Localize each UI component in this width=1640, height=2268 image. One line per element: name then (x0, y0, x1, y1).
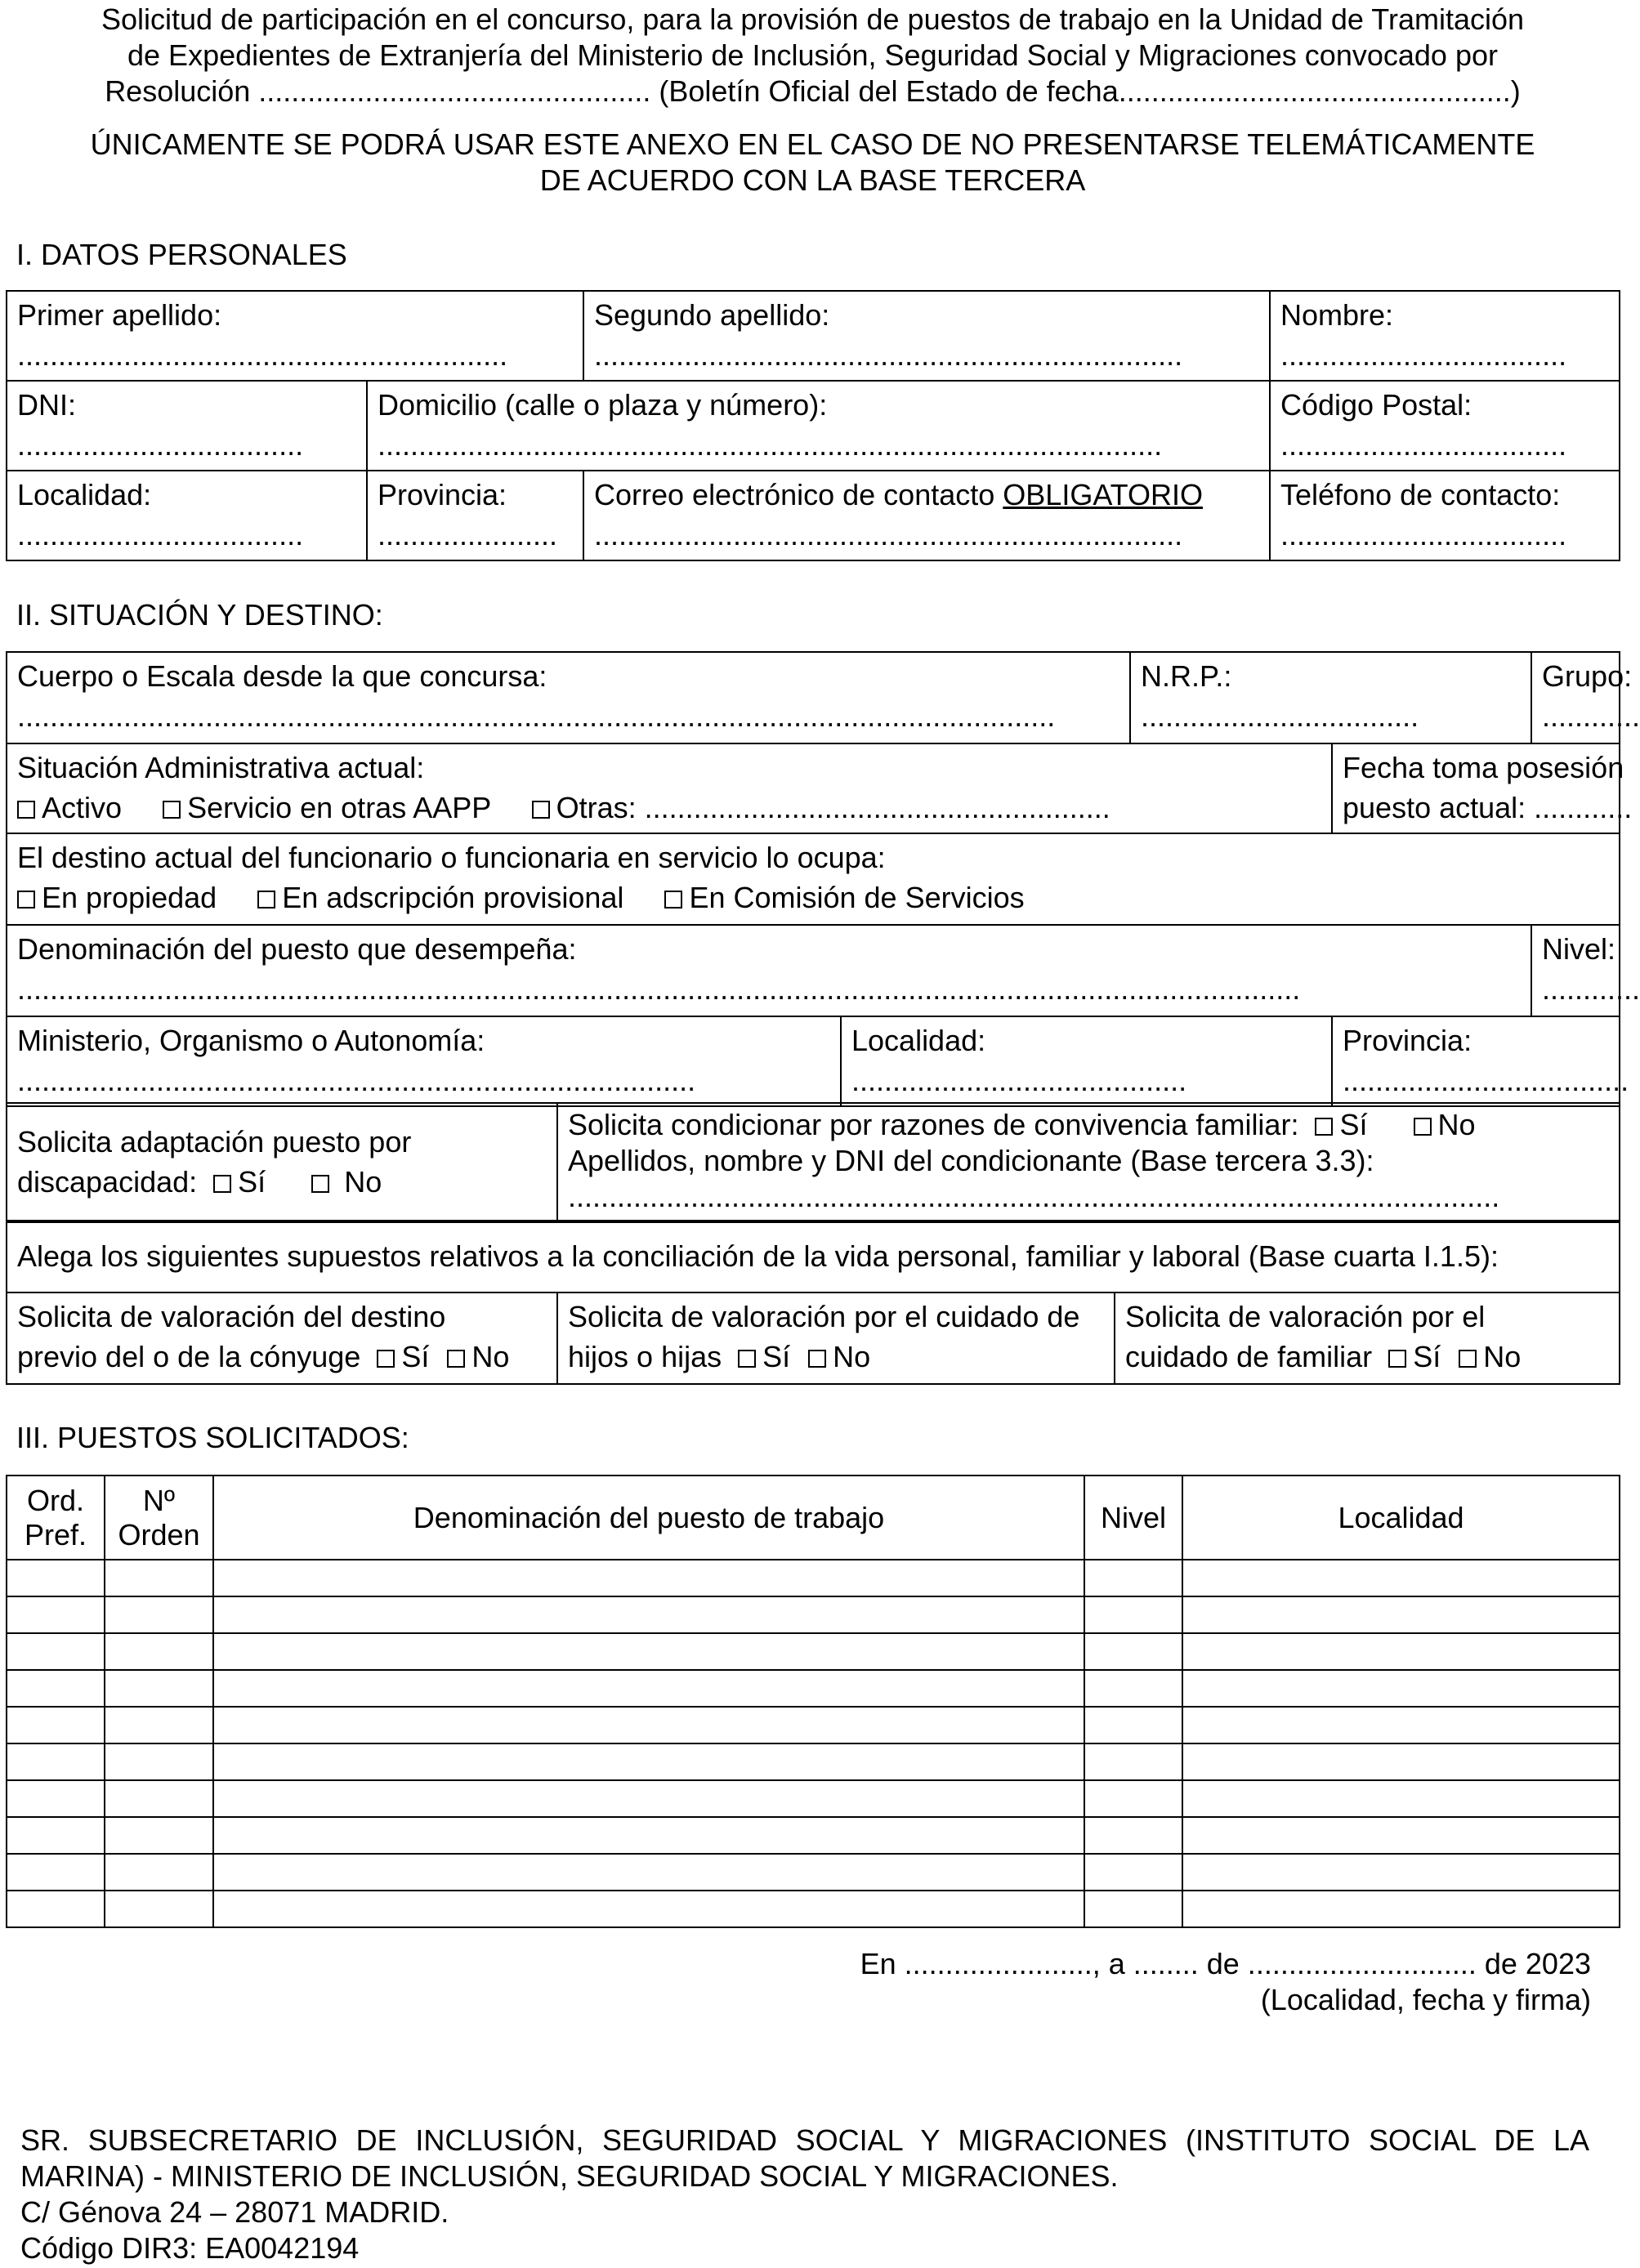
cell-num-orden[interactable] (105, 1817, 213, 1854)
cell-localidad[interactable] (1182, 1780, 1620, 1817)
cell-ord-pref[interactable] (7, 1743, 105, 1780)
notice-line: DE ACUERDO CON LA BASE TERCERA (539, 163, 1086, 197)
addressee-address: C/ Génova 24 – 28071 MADRID. (20, 2195, 449, 2229)
checkbox-adaptacion-no[interactable] (311, 1175, 329, 1193)
fecha-toma-posesion-field[interactable]: Fecha toma posesión puesto actual: ............ (1332, 743, 1620, 833)
addressee-line: MARINA) - MINISTERIO DE INCLUSIÓN, SEGURIDAD SOCIAL Y MIGRACIONES. (20, 2159, 1119, 2193)
table-row (7, 1891, 1620, 1927)
col-nivel: Nivel (1084, 1476, 1182, 1560)
domicilio-field[interactable]: Domicilio (calle o plaza y número): ................................................................................................ (367, 381, 1270, 471)
obligatorio-label: OBLIGATORIO (1003, 478, 1204, 511)
table-row (7, 1743, 1620, 1780)
signature-line: En ......................., a ........ de ............................ de 2023 (860, 1947, 1591, 1980)
cell-num-orden[interactable] (105, 1780, 213, 1817)
cell-ord-pref[interactable] (7, 1596, 105, 1633)
puestos-table (6, 1475, 1620, 1928)
cell-nivel[interactable] (1084, 1817, 1182, 1854)
col-ord-pref: Ord. Pref. (7, 1476, 105, 1560)
cell-num-orden[interactable] (105, 1891, 213, 1927)
condicionar-field: Solicita condicionar por razones de convivencia familiar: Sí No Apellidos, nombre y DNI del condicionante (Base tercera 3.3): .................................................................................................................. (557, 1103, 1620, 1222)
cell-ord-pref[interactable] (7, 1780, 105, 1817)
telefono-field[interactable]: Teléfono de contacto: ................................... (1270, 471, 1620, 560)
cell-ord-pref[interactable] (7, 1633, 105, 1670)
addressee-line: SR. SUBSECRETARIO DE INCLUSIÓN, SEGURIDAD SOCIAL Y MIGRACIONES (INSTITUTO SOCIAL DE LA (20, 2123, 1589, 2157)
cell-ord-pref[interactable] (7, 1560, 105, 1596)
checkbox-condicionar-no[interactable] (1414, 1118, 1432, 1136)
checkbox-propiedad[interactable] (17, 891, 35, 909)
valoracion-familiar-field: Solicita de valoración por el cuidado de familiar Sí No (1115, 1292, 1620, 1384)
table-row (7, 1780, 1620, 1817)
cell-denominacion[interactable] (213, 1854, 1084, 1891)
checkbox-familiar-si[interactable] (1388, 1350, 1406, 1368)
checkbox-condicionar-si[interactable] (1315, 1118, 1333, 1136)
cell-denominacion[interactable] (213, 1707, 1084, 1743)
table-row (7, 1633, 1620, 1670)
cell-num-orden[interactable] (105, 1633, 213, 1670)
table-row (7, 1817, 1620, 1854)
primer-apellido-field[interactable]: Primer apellido: ............................................................ (7, 291, 583, 381)
cell-denominacion[interactable] (213, 1633, 1084, 1670)
conciliacion-intro: Alega los siguientes supuestos relativos a la conciliación de la vida personal, familiar y laboral (Base cuarta I.1.5): (7, 1221, 1620, 1292)
cell-localidad[interactable] (1182, 1633, 1620, 1670)
cell-ord-pref[interactable] (7, 1854, 105, 1891)
cell-num-orden[interactable] (105, 1560, 213, 1596)
checkbox-hijos-no[interactable] (808, 1350, 826, 1368)
cell-nivel[interactable] (1084, 1560, 1182, 1596)
cell-nivel[interactable] (1084, 1670, 1182, 1707)
cell-denominacion[interactable] (213, 1596, 1084, 1633)
notice-line: ÚNICAMENTE SE PODRÁ USAR ESTE ANEXO EN EL CASO DE NO PRESENTARSE TELEMÁTICAMENTE (90, 127, 1535, 161)
grupo-field[interactable]: Grupo: ............ (1531, 652, 1620, 743)
nrp-field[interactable]: N.R.P.: .................................. (1130, 652, 1531, 743)
table-row (7, 1560, 1620, 1596)
cell-denominacion[interactable] (213, 1780, 1084, 1817)
section-title-puestos: III. PUESTOS SOLICITADOS: (16, 1421, 409, 1454)
destino-actual-field: El destino actual del funcionario o funcionaria en servicio lo ocupa: En propiedad En adscripción provisional En Comisión de Servicios (7, 833, 1620, 925)
conciliacion-table (6, 1220, 1620, 1385)
cell-num-orden[interactable] (105, 1743, 213, 1780)
checkbox-otras[interactable] (532, 801, 550, 819)
section-title-personal: I. DATOS PERSONALES (16, 238, 347, 271)
checkbox-conyuge-si[interactable] (377, 1350, 395, 1368)
cell-localidad[interactable] (1182, 1817, 1620, 1854)
cell-localidad[interactable] (1182, 1743, 1620, 1780)
cell-num-orden[interactable] (105, 1670, 213, 1707)
cell-denominacion[interactable] (213, 1891, 1084, 1927)
cell-denominacion[interactable] (213, 1560, 1084, 1596)
cell-nivel[interactable] (1084, 1596, 1182, 1633)
form-title (33, 2, 1593, 109)
title-line: Resolución ................................................ (Boletín Oficial del Estado de fecha................................................) (105, 74, 1521, 108)
cell-nivel[interactable] (1084, 1854, 1182, 1891)
cell-ord-pref[interactable] (7, 1670, 105, 1707)
localidad-destino-field[interactable]: Localidad: ......................................... (841, 1016, 1332, 1106)
solicitudes-table (6, 1102, 1620, 1223)
addressee-dir3: Código DIR3: EA0042194 (20, 2231, 360, 2265)
cell-num-orden[interactable] (105, 1596, 213, 1633)
title-line: de Expedientes de Extranjería del Ministerio de Inclusión, Seguridad Social y Migraciones convocado por (127, 38, 1498, 72)
segundo-apellido-field[interactable]: Segundo apellido: ........................................................................ (583, 291, 1270, 381)
correo-field[interactable]: Correo electrónico de contacto OBLIGATORIO ........................................................................ (583, 471, 1270, 560)
personal-data-table (6, 290, 1620, 561)
cell-localidad[interactable] (1182, 1891, 1620, 1927)
checkbox-comision[interactable] (664, 891, 682, 909)
cell-nivel[interactable] (1084, 1743, 1182, 1780)
cell-nivel[interactable] (1084, 1633, 1182, 1670)
cell-nivel[interactable] (1084, 1707, 1182, 1743)
cell-localidad[interactable] (1182, 1707, 1620, 1743)
provincia-field[interactable]: Provincia: ...................... (367, 471, 583, 560)
nivel-field[interactable]: Nivel: ............ (1531, 925, 1620, 1016)
cell-ord-pref[interactable] (7, 1707, 105, 1743)
telematic-notice (33, 127, 1593, 199)
col-localidad: Localidad (1182, 1476, 1620, 1560)
cell-localidad[interactable] (1182, 1560, 1620, 1596)
table-row (7, 1707, 1620, 1743)
checkbox-activo[interactable] (17, 801, 35, 819)
valoracion-hijos-field: Solicita de valoración por el cuidado de hijos o hijas Sí No (557, 1292, 1115, 1384)
cuerpo-escala-field[interactable]: Cuerpo o Escala desde la que concursa: ............................................................................................................................... (7, 652, 1130, 743)
denominacion-puesto-field[interactable]: Denominación del puesto que desempeña: ............................................................................................................................................................. (7, 925, 1531, 1016)
checkbox-servicio-aapp[interactable] (163, 801, 181, 819)
section-title-situacion: II. SITUACIÓN Y DESTINO: (16, 598, 383, 632)
cell-denominacion[interactable] (213, 1817, 1084, 1854)
signature-caption: (Localidad, fecha y firma) (1260, 1983, 1591, 2016)
checkbox-conyuge-no[interactable] (447, 1350, 465, 1368)
cell-localidad[interactable] (1182, 1596, 1620, 1633)
checkbox-familiar-no[interactable] (1459, 1350, 1477, 1368)
cell-denominacion[interactable] (213, 1670, 1084, 1707)
situacion-table (6, 651, 1640, 1107)
col-denominacion: Denominación del puesto de trabajo (213, 1476, 1084, 1560)
cell-ord-pref[interactable] (7, 1817, 105, 1854)
situacion-administrativa-field: Situación Administrativa actual: Activo Servicio en otras AAPP Otras: ......................................................... (7, 743, 1332, 833)
cell-num-orden[interactable] (105, 1854, 213, 1891)
ministerio-field[interactable]: Ministerio, Organismo o Autonomía: ................................................................................... (7, 1016, 841, 1106)
valoracion-conyuge-field: Solicita de valoración del destino previo del o de la cónyuge Sí No (7, 1292, 557, 1384)
checkbox-adaptacion-si[interactable] (213, 1175, 231, 1193)
col-num-orden: Nº Orden (105, 1476, 213, 1560)
checkbox-hijos-si[interactable] (738, 1350, 756, 1368)
puestos-header-row (7, 1476, 1620, 1560)
localidad-field[interactable]: Localidad: ................................... (7, 471, 367, 560)
cell-ord-pref[interactable] (7, 1891, 105, 1927)
checkbox-adscripcion[interactable] (257, 891, 275, 909)
cell-localidad[interactable] (1182, 1670, 1620, 1707)
table-row (7, 1854, 1620, 1891)
cell-nivel[interactable] (1084, 1891, 1182, 1927)
cell-nivel[interactable] (1084, 1780, 1182, 1817)
cell-num-orden[interactable] (105, 1707, 213, 1743)
cell-denominacion[interactable] (213, 1743, 1084, 1780)
table-row (7, 1670, 1620, 1707)
addressee-block (20, 2123, 1589, 2266)
dni-field[interactable]: DNI: ................................... (7, 381, 367, 471)
adaptacion-discapacidad-field: Solicita adaptación puesto por discapacidad: Sí No (7, 1103, 557, 1222)
provincia-destino-field[interactable]: Provincia: ................................... (1332, 1016, 1620, 1106)
table-row (7, 1596, 1620, 1633)
cell-localidad[interactable] (1182, 1854, 1620, 1891)
codigo-postal-field[interactable]: Código Postal: ................................... (1270, 381, 1620, 471)
nombre-field[interactable]: Nombre: ................................... (1270, 291, 1620, 381)
title-line: Solicitud de participación en el concurso, para la provisión de puestos de trabajo en la Unidad de Tramitación (101, 2, 1525, 36)
signature-block (860, 1946, 1591, 2018)
